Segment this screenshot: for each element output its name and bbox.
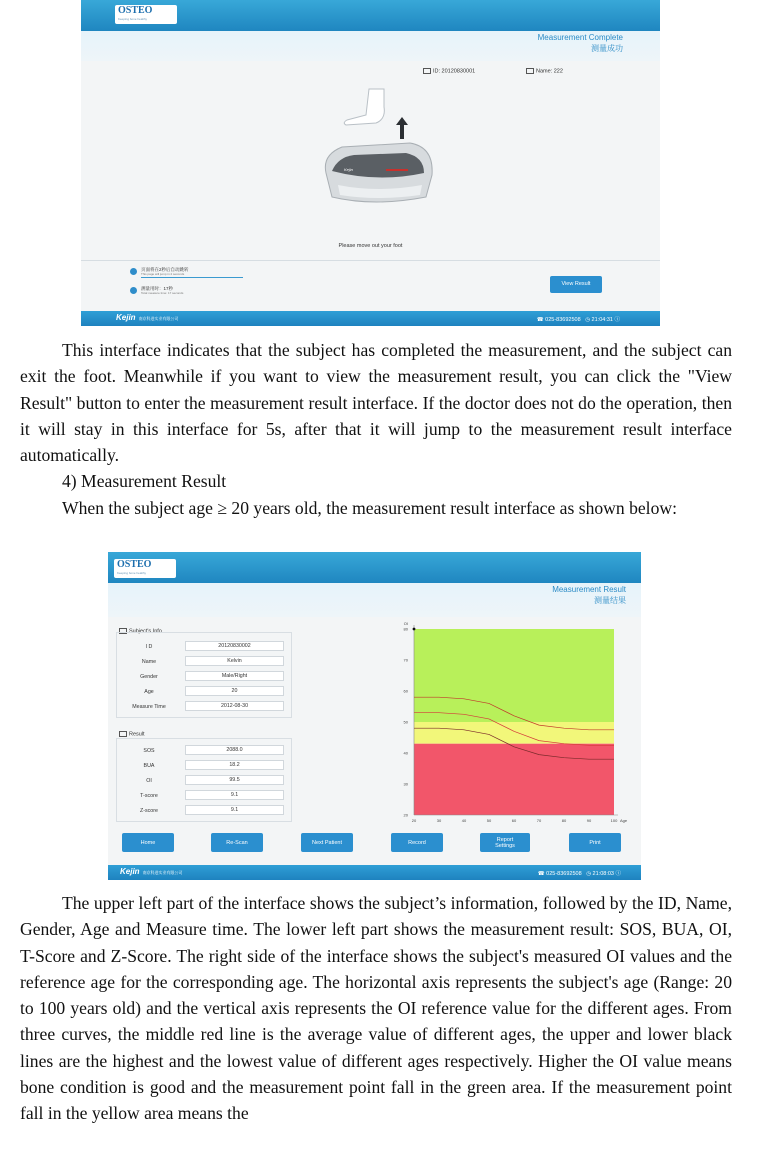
section-heading: 4) Measurement Result [62, 471, 227, 491]
y-tick-label: 70 [403, 657, 408, 663]
result-panel [116, 738, 292, 822]
move-foot-instruction: Please move out your foot [338, 243, 403, 249]
name-field: Kelvin [185, 656, 284, 666]
info-row-gender: Gender Male/Right [117, 671, 291, 683]
footer-bar [81, 311, 660, 326]
subject-info-title: Subject's Info [119, 628, 162, 634]
divider [81, 260, 660, 261]
status-title [552, 584, 626, 606]
name-card-icon [526, 68, 534, 74]
x-axis-label: Age [620, 818, 628, 823]
measurement-point [413, 628, 416, 631]
result-row-tscore: T-score 9.1 [117, 790, 291, 802]
info-row-id: I D 20120830002 [117, 641, 291, 653]
zone-yellow [414, 722, 614, 744]
jump-tip: 页面将在2秒后自动跳转 This page will jump in 2 seconds [141, 267, 243, 278]
oi-reference-chart [396, 619, 638, 829]
info-row-name: Name Kelvin [117, 656, 291, 668]
measurement-complete-screenshot [81, 0, 660, 326]
oi-field: 99.5 [185, 775, 284, 785]
footer-info: ☎ 025-83692508 ◷ 21:08:03 ⓘ [537, 871, 621, 877]
measure-time-tip: 测量用时：17秒 Total measure time: 17 seconds [141, 286, 184, 295]
result-title: Result [119, 731, 145, 737]
kejin-logo: Kejin 南京科进实业有限公司 [120, 867, 183, 876]
record-button[interactable]: Record [391, 833, 443, 852]
y-tick-label: 50 [403, 719, 408, 725]
status-en: Measurement Complete [537, 33, 623, 42]
gender-field: Male/Right [185, 671, 284, 681]
tscore-field: 9.1 [185, 790, 284, 800]
subject-name: Name: 222 [526, 68, 563, 74]
header-bar [108, 552, 641, 583]
status-title [538, 32, 623, 54]
status-en: Measurement Result [552, 585, 626, 594]
x-tick-label: 90 [586, 818, 592, 823]
measure-time-field: 2012-08-30 [185, 701, 284, 711]
result-row-zscore: Z-score 9.1 [117, 805, 291, 817]
x-tick-label: 60 [511, 818, 517, 823]
clock-icon [130, 287, 137, 294]
osteo-logo: OSTEO Keeping bone healthy [115, 5, 177, 24]
paragraph-complete: This interface indicates that the subject has completed the measurement, and the subject can exit the foot. Meanwhile if you want to view the measurement result, you can click the "View Result" button to enter the measurement result interface. If the doctor does not do the operation, then it will stay in this interface for 5s, after that it will jump to the measurement result interface automatically. [20, 340, 732, 466]
info-row-age: Age 20 [117, 686, 291, 698]
subject-info-panel [116, 632, 292, 718]
x-tick-label: 70 [536, 818, 542, 823]
bone-scanner-illustration [314, 85, 444, 215]
x-tick-label: 40 [461, 818, 467, 823]
age-field: 20 [185, 686, 284, 696]
paragraph-result-intro: When the subject age ≥ 20 years old, the measurement result interface as shown below: [62, 498, 677, 518]
info-row-measure-time: Measure Time 2012-08-30 [117, 701, 291, 713]
footer-info: ☎ 025-83692508 ◷ 21:04:31 ⓘ [536, 317, 620, 323]
y-axis-label: OI [403, 621, 408, 626]
measurement-result-screenshot [108, 552, 641, 880]
osteo-logo: OSTEO Keeping bone healthy [114, 559, 176, 578]
status-cn: 测量成功 [591, 44, 623, 53]
status-cn: 测量结果 [594, 596, 626, 605]
id-field: 20120830002 [185, 641, 284, 651]
zone-green [414, 629, 614, 722]
x-tick-label: 50 [486, 818, 492, 823]
subject-id: ID: 20120830001 [423, 68, 475, 74]
x-tick-label: 30 [436, 818, 442, 823]
x-tick-label: 100 [610, 818, 618, 823]
view-result-button[interactable]: View Result [550, 276, 602, 293]
rescan-button[interactable]: Re-Scan [211, 833, 263, 852]
footer-bar [108, 865, 641, 880]
result-row-bua: BUA 18.2 [117, 760, 291, 772]
zone-red [414, 744, 614, 815]
bua-field: 18.2 [185, 760, 284, 770]
kejin-logo: Kejin 南京科进实业有限公司 [116, 313, 179, 322]
y-tick-label: 20 [403, 812, 408, 818]
print-button[interactable]: Print [569, 833, 621, 852]
bulb-icon [130, 268, 137, 275]
device-brand: Kejin [344, 167, 353, 172]
y-tick-label: 30 [403, 781, 408, 787]
id-card-icon [423, 68, 431, 74]
result-row-sos: SOS 2088.0 [117, 745, 291, 757]
result-icon [119, 731, 127, 737]
x-tick-label: 80 [561, 818, 567, 823]
home-button[interactable]: Home [122, 833, 174, 852]
report-settings-button[interactable]: Report Settings [480, 833, 530, 852]
result-row-oi: OI 99.5 [117, 775, 291, 787]
header-bar [81, 0, 660, 31]
x-tick-label: 20 [411, 818, 417, 823]
next-patient-button[interactable]: Next Patient [301, 833, 353, 852]
y-tick-label: 40 [403, 750, 408, 756]
paragraph-result-explanation: The upper left part of the interface shows the subject’s information, followed by the ID, Name, Gender, Age and Measure time. The lower left part shows the measurement result: SOS, BUA, OI, T-Score and Z-Score. The right side of the interface shows the subject's measured OI values and the reference age for the corresponding age. The horizontal axis represents the subject's age (Range: 20 to 100 years old) and the vertical axis represents the OI reference value for the different ages. From three curves, the middle red line is the average value of different ages, the upper and lower black lines are the highest and the lowest value of different ages respectively. Higher the OI value means bone condition is good and the measurement point fall in the green area. If the measurement point fall in the yellow area means the [20, 893, 732, 1124]
sos-field: 2088.0 [185, 745, 284, 755]
y-tick-label: 80 [403, 626, 408, 632]
zscore-field: 9.1 [185, 805, 284, 815]
y-tick-label: 60 [403, 688, 408, 694]
